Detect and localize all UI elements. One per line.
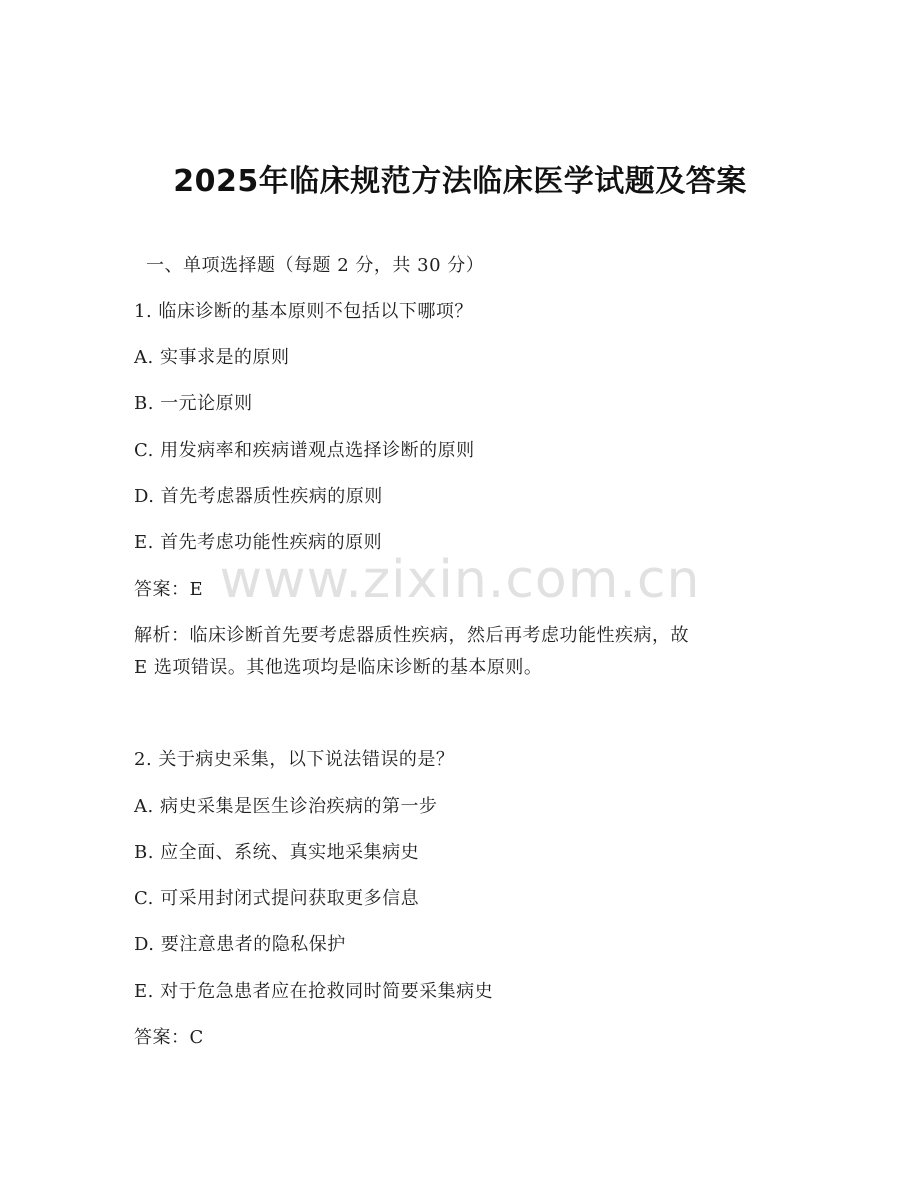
section-heading: 一、单项选择题（每题 2 分，共 30 分） xyxy=(146,255,485,276)
question-1-option-c: C. 用发病率和疾病谱观点选择诊断的原则 xyxy=(134,440,475,461)
question-1-option-d: D. 首先考虑器质性疾病的原则 xyxy=(134,486,383,507)
question-1-explanation-line2: E 选项错误。其他选项均是临床诊断的基本原则。 xyxy=(134,657,543,678)
question-2-option-c: C. 可采用封闭式提问获取更多信息 xyxy=(134,888,420,909)
watermark: www.zixin.com.cn xyxy=(219,550,701,610)
question-1-stem: 1. 临床诊断的基本原则不包括以下哪项？ xyxy=(134,301,473,322)
question-2-stem: 2. 关于病史采集，以下说法错误的是？ xyxy=(134,749,455,770)
question-1-option-b: B. 一元论原则 xyxy=(134,393,253,414)
question-2-option-a: A. 病史采集是医生诊治疾病的第一步 xyxy=(134,796,438,817)
question-1-answer: 答案：E xyxy=(134,579,204,600)
question-2-option-e: E. 对于危急患者应在抢救同时简要采集病史 xyxy=(134,981,494,1002)
question-1-explanation-line1: 解析：临床诊断首先要考虑器质性疾病，然后再考虑功能性疾病，故 xyxy=(134,625,689,646)
question-2-option-b: B. 应全面、系统、真实地采集病史 xyxy=(134,842,420,863)
question-1-option-e: E. 首先考虑功能性疾病的原则 xyxy=(134,532,383,553)
question-1-option-a: A. 实事求是的原则 xyxy=(134,347,290,368)
question-2-option-d: D. 要注意患者的隐私保护 xyxy=(134,934,346,955)
question-2-answer: 答案：C xyxy=(134,1027,204,1048)
document-title: 2025年临床规范方法临床医学试题及答案 xyxy=(173,164,747,199)
